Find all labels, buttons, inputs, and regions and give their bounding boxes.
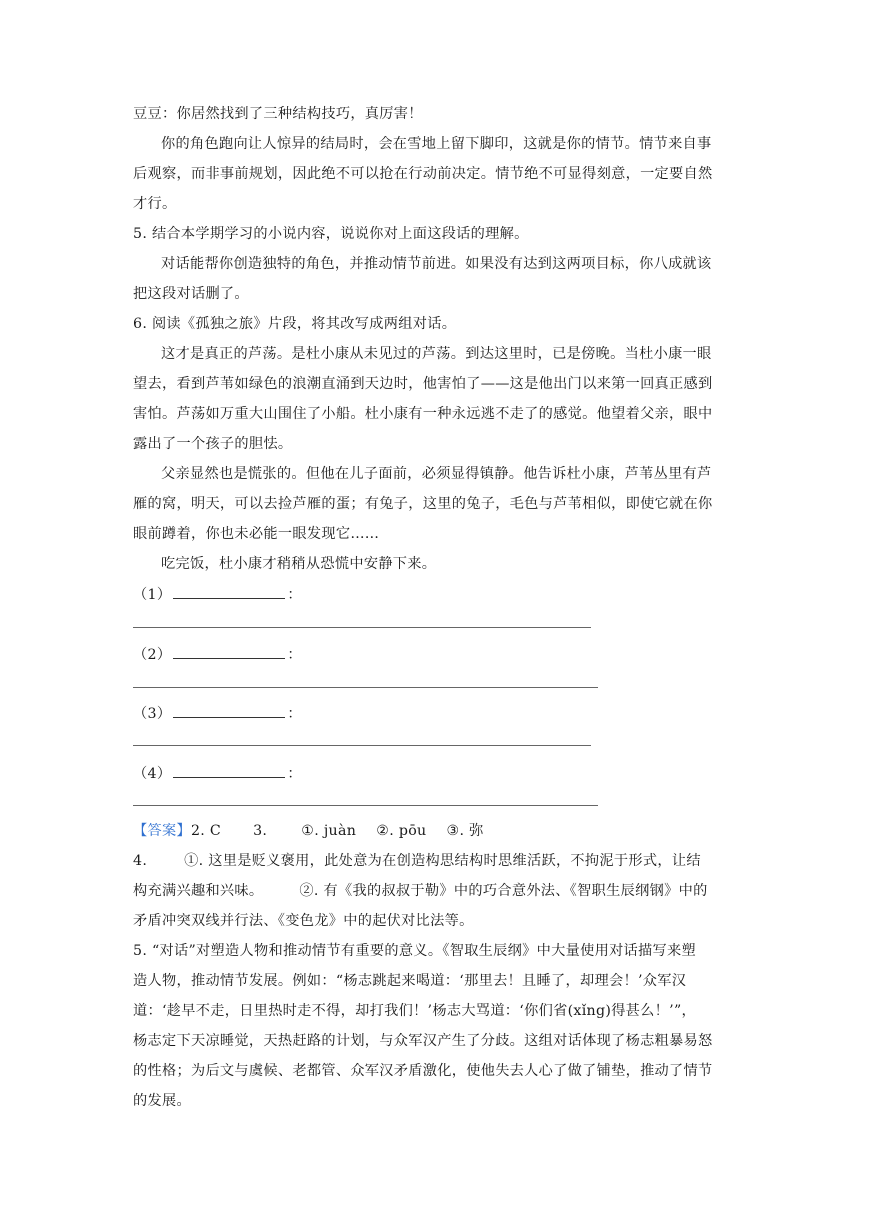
blank-row-4 — [133, 763, 743, 784]
answer-line[interactable] — [133, 627, 591, 628]
colon: ： — [287, 587, 302, 603]
passage-line: 露出了一个孩子的胆怯。 — [133, 436, 293, 452]
passage-line: 父亲显然也是慌张的。但他在儿子面前，必须显得镇静。他告诉杜小康，芦苇丛里有芦 — [161, 466, 712, 482]
passage-line: 吃完饭，杜小康才稍稍从恐慌中安静下来。 — [161, 556, 437, 572]
passage-line: 这才是真正的芦荡。是杜小康从未见过的芦荡。到达这里时，已是傍晚。当杜小康一眼 — [161, 346, 712, 362]
blank-number: （2） — [133, 647, 172, 663]
blank-row-2 — [133, 644, 743, 665]
question-5: 5. 结合本学期学习的小说内容，说说你对上面这段话的理解。 — [133, 226, 529, 242]
blank-row-3 — [133, 703, 743, 724]
speaker-blank[interactable] — [173, 763, 285, 778]
answer-3-part-2: ②. pōu — [376, 823, 427, 839]
answer-tag: 【答案】 — [133, 823, 191, 839]
answer-row-4: 矛盾冲突双线并行法、《变色龙》中的起伏对比法等。 — [133, 913, 474, 929]
dialogue-line: 豆豆：你居然找到了三种结构技巧，真厉害！ — [133, 106, 423, 122]
passage-line: 眼前蹲着，你也未必能一眼发现它…… — [133, 526, 380, 542]
colon: ： — [287, 647, 302, 663]
question-6: 6. 阅读《孤独之旅》片段，将其改写成两组对话。 — [133, 316, 457, 332]
quote-paragraph-line: 后观察，而非事前规划，因此绝不可以抢在行动前决定。情节绝不可显得刻意，一定要自然 — [133, 166, 713, 182]
passage-line: 害怕。芦荡如万重大山围住了小船。杜小康有一种永远逃不走了的感觉。他望着父亲，眼中 — [133, 406, 713, 422]
answer-2: 2. C — [190, 823, 222, 839]
colon: ： — [287, 766, 302, 782]
speaker-blank[interactable] — [173, 703, 285, 718]
blank-number: （3） — [133, 706, 172, 722]
answer-5-line: 道：‘趁早不走，日里热时走不得，却打我们！’杨志大骂道：‘你们省(xǐng)得甚么！’”， — [133, 1003, 696, 1019]
answer-3-number: 3. — [253, 823, 268, 839]
answer-5-line: 造人物，推动情节发展。例如：“杨志跳起来喝道：‘那里去！且睡了，却理会！’众军汉 — [133, 973, 687, 989]
answer-4-part-1-cont: 构充满兴趣和兴味。 — [133, 883, 264, 899]
speaker-blank[interactable] — [173, 644, 285, 659]
answer-3-part-1: ①. juàn — [301, 823, 357, 839]
blank-number: （1） — [133, 587, 172, 603]
answer-4-part-2: ②. 有《我的叔叔于勒》中的巧合意外法、《智职生辰纲钢》中的 — [299, 883, 708, 899]
answer-5-line: 的发展。 — [133, 1093, 191, 1109]
answer-4-number: 4. — [133, 853, 148, 869]
speaker-blank[interactable] — [173, 584, 285, 599]
quote-paragraph-line: 才行。 — [133, 196, 177, 212]
passage-line: 望去，看到芦苇如绿色的浪潮直涌到天边时，他害怕了——这是他出门以来第一回真正感到 — [133, 376, 713, 392]
answer-3-part-3: ③. 弥 — [446, 823, 484, 839]
answer-5-line: 的性格；为后文与虞候、老都管、众军汉矛盾激化，使他失去人心了做了铺垫，推动了情节 — [133, 1063, 713, 1079]
quote-paragraph-line: 对话能帮你创造独特的角色，并推动情节前进。如果没有达到这两项目标，你八成就该 — [161, 256, 712, 272]
answer-row-3 — [133, 881, 743, 901]
blank-number: （4） — [133, 766, 172, 782]
answer-5-line: 杨志定下天凉睡觉，天热赶路的计划，与众军汉产生了分歧。这组对话体现了杨志粗暴易怒 — [133, 1033, 713, 1049]
answer-4-part-1: ①. 这里是贬义褒用，此处意为在创造构思结构时思维活跃，不拘泥于形式，让结 — [184, 853, 701, 869]
colon: ： — [287, 706, 302, 722]
answer-row-2 — [133, 851, 743, 871]
answer-row-1 — [133, 821, 743, 841]
quote-paragraph-line: 把这段对话删了。 — [133, 286, 249, 302]
passage-line: 雁的窝，明天，可以去捡芦雁的蛋；有兔子，这里的兔子，毛色与芦苇相似，即使它就在你 — [133, 496, 713, 512]
quote-paragraph-line: 你的角色跑向让人惊异的结局时，会在雪地上留下脚印，这就是你的情节。情节来自事 — [161, 136, 712, 152]
answer-line[interactable] — [133, 745, 591, 746]
blank-row-1 — [133, 584, 743, 605]
answer-line[interactable] — [133, 805, 598, 806]
answer-5-line: 5. “对话”对塑造人物和推动情节有重要的意义。《智取生辰纲》中大量使用对话描写来塑 — [133, 943, 696, 959]
answer-line[interactable] — [133, 687, 598, 688]
